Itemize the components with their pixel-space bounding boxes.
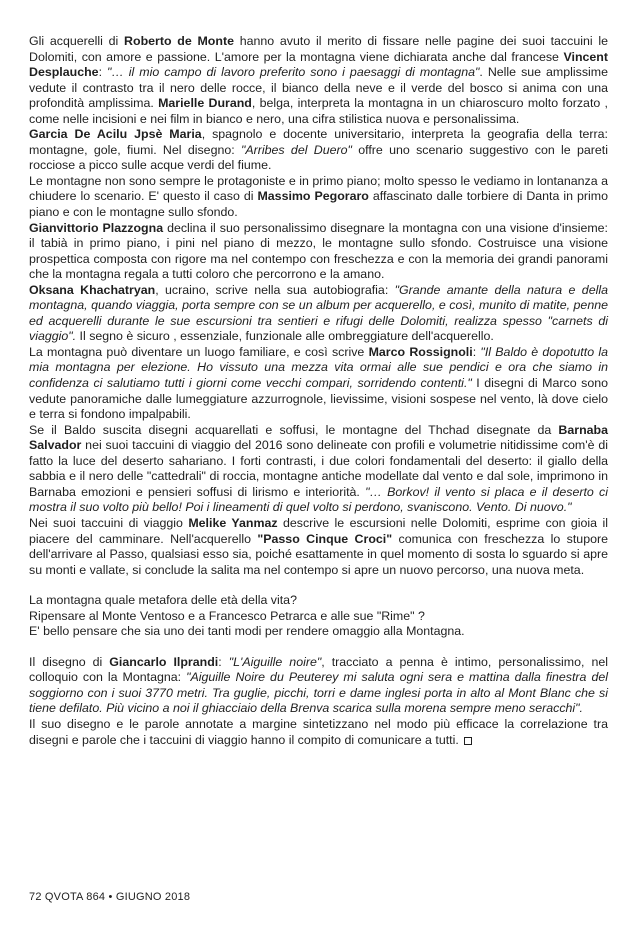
text-run: descrive le escursioni nelle Dolomiti, esprime con gioia il piacere del camminare. Nell'acquerello [29, 515, 608, 546]
bold-text: Massimo Pegoraro [257, 189, 369, 204]
text-run: Se il Baldo suscita disegni acquarellati e soffusi, le montagne del Thchad disegnate da [29, 422, 559, 437]
article-paragraph [29, 345, 608, 423]
section-gap [29, 578, 608, 593]
text-run: , ucraino, scrive nella sua autobiografia: [155, 282, 395, 297]
text-run: comunica con freschezza lo stupore dell'arrivare al Passo, qualsiasi esso sia, poiché esattamente in quel momento di sosta lo sguardo si apre su monti e vallate, si conclude la salita ma nel contempo si apre un nuovo percorso, una nuova meta. [29, 531, 608, 577]
bold-text: Marielle Durand [158, 96, 252, 111]
text-run: La montagna può diventare un luogo familiare, e così scrive [29, 344, 369, 359]
text-run: Ripensare al Monte Ventoso e a Francesco Petrarca e alle sue "Rime" ? [29, 608, 425, 623]
italic-quote: "L'Aiguille noire" [228, 654, 322, 669]
bold-text: Roberto de Monte [124, 34, 234, 48]
text-run: La montagna quale metafora delle età della vita? [29, 593, 297, 608]
footer-separator: • [108, 891, 113, 903]
text-run: , belga, interpreta la montagna in un chiaroscuro molto forzato , come nelle incisioni e nei film in bianco e nero, una cifra stilistica nuova e personalissima. [29, 96, 609, 126]
article-paragraph [29, 34, 608, 127]
italic-quote: "… Borkov! il vento si placa e il deserto ci mostra il suo volto più bello! Poi i lineamenti di quel volto si perdono, svaniscono. Vento. Di nuovo." [29, 484, 609, 515]
text-run: nei suoi taccuini di viaggio del 2016 sono delineate con profili e volumetrie nitidissime com'è di fatto la luce del deserto sahariano. I forti contrasti, i due colori fondamentali del deserto: il giallo della sabbia e il nero delle "cattedrali" di roccia, montagne antiche modellate dal vento e dal sole, imprimono in Barnaba emozioni e pensieri soffusi di lirismo e interiorità. [29, 438, 608, 499]
italic-quote: "Il Baldo è dopotutto la mia montagna per elezione. Ho vissuto una mezza vita ormai alle sue pendici e ora che siamo in confidenza ci salutiamo tutti i giorni come vecchi compari, sorridendo contenti." [29, 344, 608, 391]
bold-text: Vincent Desplauche [29, 49, 608, 80]
article-paragraph [29, 283, 608, 345]
text-run: declina il suo personalissimo disegnare la montagna con una visione d'insieme: il tabià in primo piano, i pini nel piano di mezzo, le montagne sullo sfondo. Costruisce una visione prospettica composta con rigore ma nel contempo con freschezza e con la memoria dei grandi panorami che la montagna regala a tutti coloro che percorrono e la amano. [29, 220, 608, 282]
text-run: Il segno è sicuro , essenziale, funzionale alle ombreggiature dell'acquerello. [76, 329, 494, 344]
text-run: : [218, 654, 229, 669]
page-footer [29, 890, 190, 906]
article-paragraph [29, 655, 608, 717]
text-run: Il disegno di [29, 654, 110, 669]
article-paragraph [29, 423, 608, 516]
article-paragraph [29, 174, 608, 221]
page-number: 72 [29, 891, 42, 903]
article-paragraph [29, 221, 608, 283]
text-run: hanno avuto il merito di fissare nelle pagine dei suoi taccuini le Dolomiti, con amore e passione. L'amore per la montagna viene dichiarata anche dal francese [29, 34, 608, 64]
text-run: , spagnolo e docente universitario, interpreta la geografia della terra: montagne, gole, fiumi. Nel disegno: [29, 127, 608, 157]
article-paragraph [29, 609, 608, 625]
article-body [29, 34, 608, 748]
bold-text: Melike Yanmaz [188, 515, 278, 530]
section-gap [29, 640, 608, 655]
bold-text: Garcia De Acilu Jpsè Maria [29, 127, 202, 142]
article-paragraph [29, 624, 608, 640]
italic-quote: "… il mio campo di lavoro preferito sono i paesaggi di montagna" [107, 65, 480, 80]
article-paragraph [29, 717, 608, 748]
issue-number: 864 [86, 891, 106, 903]
bold-text: Marco Rossignoli [368, 344, 473, 359]
bold-text: Giancarlo Ilprandi [109, 654, 219, 669]
article-paragraph [29, 516, 608, 578]
text-run: Il suo disegno e le parole annotate a margine sintetizzano nel modo più efficace la correlazione tra disegni e parole che i taccuini di viaggio hanno il compito di comunicare a tutti. [29, 716, 608, 747]
text-run: I disegni di Marco sono vedute panoramiche dalle lumeggiature azzurrognole, lievissime, visioni sospese nel vento, là dove cielo e terra si fondono impalpabili. [29, 376, 608, 422]
issue-date: GIUGNO 2018 [115, 891, 191, 903]
text-run: E' bello pensare che sia uno dei tanti modi per rendere omaggio alla Montagna. [29, 624, 465, 639]
text-run: Le montagne non sono sempre le protagoniste e in primo piano; molto spesso le vediamo in lontananza a chiudere lo scenario. E' questo il caso di [29, 173, 608, 204]
italic-quote: "Grande amante della natura e della montagna, quando viaggia, porta sempre con se un album per acquerello, e così, munito di matite, penne ed acquerelli durante le sue escursioni tra sentieri e rifugi delle Dolomiti, realizza spesso "carnets di viaggio". [29, 282, 608, 344]
article-paragraph [29, 593, 608, 609]
bold-text: Oksana Khachatryan [29, 282, 156, 297]
text-run: . Nelle sue amplissime vedute il contrasto tra il nero delle rocce, il bianco della neve e il verde del bosco si anima con una profondità amplissima. [29, 65, 609, 111]
magazine-name: QVOTA [44, 891, 83, 903]
text-run: Nei suoi taccuini di viaggio [29, 515, 189, 530]
bold-text: "Passo Cinque Croci" [257, 531, 393, 546]
text-run: , tracciato a penna è intimo, personalissimo, nel colloquio con la Montagna: [29, 654, 608, 685]
article-paragraph [29, 127, 608, 174]
text-run: Gli acquerelli di [29, 34, 125, 48]
end-of-article-square-icon [464, 737, 472, 745]
bold-text: Gianvittorio Plazzogna [29, 220, 164, 235]
italic-quote: "Aiguille Noire du Peuterey mi saluta ogni sera e mattina dalla finestra del soggiorno con i suoi 3770 metri. Tra guglie, picchi, torri e dame inglesi porta in alto al Mont Blanc che si tiene defilato. Più vicino a noi il ghiacciaio della Brenva scarica sulla morena sempre meno seracchi". [29, 670, 608, 716]
text-run: : [472, 344, 481, 359]
text-run: : [98, 65, 108, 80]
bold-text: Barnaba Salvador [29, 422, 608, 453]
italic-quote: "Arribes del Duero" [240, 142, 352, 157]
text-run: offre uno scenario suggestivo con le pareti rocciose a picco sulle acque verdi del fiume. [29, 142, 608, 173]
text-run: affascinato dalle torbiere di Danta in primo piano e con le montagne sullo sfondo. [29, 189, 608, 220]
